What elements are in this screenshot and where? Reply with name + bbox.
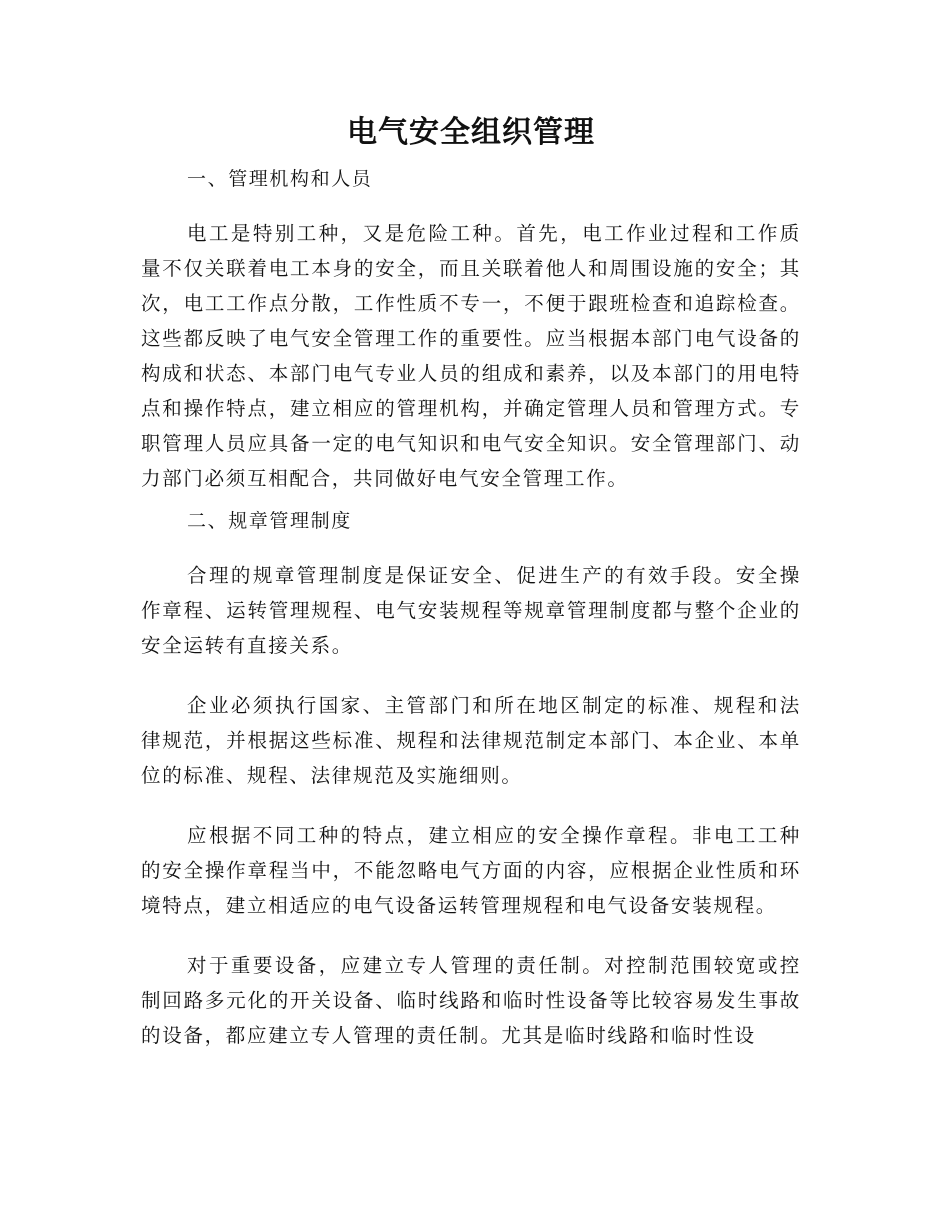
section-heading-management-organization: 一、管理机构和人员 bbox=[187, 168, 373, 190]
paragraph-rules-purpose: 合理的规章管理制度是保证安全、促进生产的有效手段。安全操作章程、运转管理规程、电气安装规程等规章管理制度都与整个企业的安全运转有直接关系。 bbox=[141, 564, 801, 657]
paragraph-electrician-safety-importance: 电工是特别工种，又是危险工种。首先，电工作业过程和工作质量不仅关联着电工本身的安全，而且关联着他人和周围设施的安全；其次，电工工作点分散，工作性质不专一，不便于跟班检查和追踪检查。这些都反映了电气安全管理工作的重要性。应当根据本部门电气设备的构成和状态、本部门电气专业人员的组成和素养，以及本部门的用电特点和操作特点，建立相应的管理机构，并确定管理人员和管理方式。专职管理人员应具备一定的电气知识和电气安全知识。安全管理部门、动力部门必须互相配合，共同做好电气安全管理工作。 bbox=[141, 222, 801, 490]
paragraph-standards-compliance: 企业必须执行国家、主管部门和所在地区制定的标准、规程和法律规范，并根据这些标准、规程和法律规范制定本部门、本企业、本单位的标准、规程、法律规范及实施细则。 bbox=[141, 694, 801, 787]
paragraph-operating-procedures: 应根据不同工种的特点，建立相应的安全操作章程。非电工工种的安全操作章程当中，不能忽略电气方面的内容，应根据企业性质和环境特点，建立相适应的电气设备运转管理规程和电气设备安装规程。 bbox=[141, 824, 801, 917]
section-heading-rules-system: 二、规章管理制度 bbox=[187, 510, 352, 532]
document-body bbox=[141, 112, 801, 1053]
document-title: 电气安全组织管理 bbox=[347, 115, 595, 150]
paragraph-responsibility-system: 对于重要设备，应建立专人管理的责任制。对控制范围较宽或控制回路多元化的开关设备、临时线路和临时性设备等比较容易发生事故的设备，都应建立专人管理的责任制。尤其是临时线路和临时性设 bbox=[141, 954, 801, 1047]
